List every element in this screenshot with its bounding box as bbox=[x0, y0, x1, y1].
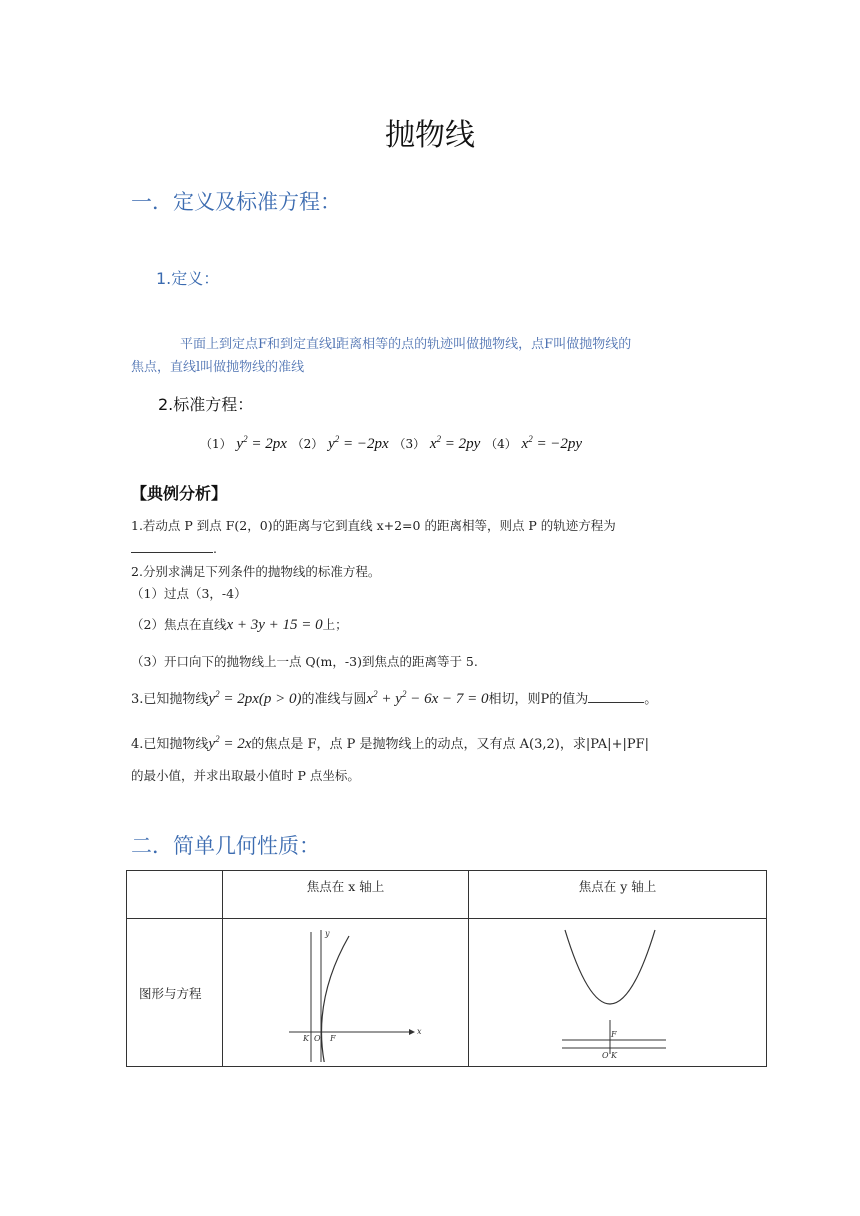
eq-label-1: （1） bbox=[200, 437, 232, 451]
table-header-row bbox=[127, 871, 767, 919]
section-heading-definition: 一．定义及标准方程： bbox=[131, 190, 341, 214]
question-4-pre: 4.已知抛物线 bbox=[131, 737, 209, 752]
answer-blank-q3 bbox=[588, 690, 644, 703]
point-k-label-2: K bbox=[611, 1051, 617, 1060]
equation-3: $x^2 = 2py$ bbox=[429, 434, 481, 452]
question-3-post: 相切，则P的值为 bbox=[488, 692, 589, 707]
parabola-equation-q3: $y^2 = 2px(p > 0)$ bbox=[208, 689, 302, 707]
parabola-curve bbox=[322, 936, 350, 1062]
figure-cell-x bbox=[223, 919, 469, 1067]
question-1-end: . bbox=[213, 541, 217, 556]
equation-4: $x^2 = -2py$ bbox=[521, 434, 583, 452]
question-3-pre: 3.已知抛物线 bbox=[131, 692, 209, 707]
parabola-x-axis-figure bbox=[224, 920, 467, 1062]
parabola-equation-q4: $y^2 = 2x$ bbox=[208, 734, 252, 752]
x-axis-arrow bbox=[409, 1029, 415, 1035]
table-corner-cell bbox=[127, 871, 223, 919]
question-2-part2-post: 上； bbox=[322, 617, 348, 632]
origin-label: O bbox=[314, 1034, 321, 1043]
standard-equations bbox=[200, 434, 582, 453]
examples-heading: 【典例分析】 bbox=[131, 484, 228, 503]
question-4-line2: 的最小值，并求出取最小值时 P 点坐标。 bbox=[131, 768, 360, 783]
definition-text-line1: 平面上到定点F和到定直线l距离相等的点的轨迹叫做抛物线，点F叫做抛物线的 bbox=[180, 337, 632, 352]
figure-cell-y bbox=[469, 919, 767, 1067]
question-1-line1: 1.若动点 P 到点 F(2，0)的距离与它到直线 x+2=0 的距离相等，则点 P 的轨迹方程为 bbox=[131, 518, 616, 533]
subsection-heading-standard-equation: 2.标准方程： bbox=[158, 395, 254, 414]
parabola-curve-up bbox=[565, 930, 655, 1004]
question-4-line1 bbox=[131, 728, 649, 756]
focus-label-2: F bbox=[611, 1030, 617, 1039]
header-focus-y: 焦点在 y 轴上 bbox=[469, 871, 767, 919]
question-2-part3: （3）开口向下的抛物线上一点 Q(m，-3)到焦点的距离等于 5. bbox=[131, 654, 478, 669]
section-heading-properties: 二．简单几何性质： bbox=[131, 834, 320, 858]
circle-equation: $x^2 + y^2 - 6x - 7 = 0$ bbox=[366, 689, 489, 707]
equation-1: $y^2 = 2px$ bbox=[236, 434, 287, 452]
eq-label-4: （4） bbox=[485, 437, 517, 451]
parabola-y-axis-figure bbox=[470, 920, 765, 1062]
question-2: 2.分别求满足下列条件的抛物线的标准方程。 bbox=[131, 564, 381, 579]
page-title: 抛物线 bbox=[385, 118, 475, 153]
eq-label-2: （2） bbox=[291, 437, 324, 451]
question-3-mid: 的准线与圆 bbox=[301, 692, 367, 707]
row-label-figure: 图形与方程 bbox=[127, 919, 223, 1067]
table-row bbox=[127, 919, 767, 1067]
question-2-part1: （1）过点（3，-4） bbox=[131, 586, 247, 601]
equation-2: $y^2 = -2px$ bbox=[328, 434, 389, 452]
question-2-part2 bbox=[131, 614, 348, 636]
question-4-post: 的焦点是 F，点 P 是抛物线上的动点，又有点 A(3,2)，求|PA|+|PF| bbox=[251, 737, 649, 752]
question-3-end: 。 bbox=[644, 692, 658, 707]
eq-label-3: （3） bbox=[393, 437, 426, 451]
x-axis-label: x bbox=[417, 1027, 422, 1036]
question-2-part2-pre: （2）焦点在直线 bbox=[131, 617, 227, 632]
origin-label-2: O bbox=[602, 1051, 609, 1060]
point-k-label: K bbox=[303, 1034, 309, 1043]
line-equation: x + 3y + 15 = 0 bbox=[226, 617, 323, 633]
question-3 bbox=[131, 683, 657, 711]
definition-text-line2: 焦点，直线l叫做抛物线的准线 bbox=[131, 360, 305, 375]
subsection-heading-definition: 1.定义： bbox=[156, 269, 220, 288]
y-axis-label: y bbox=[325, 929, 330, 938]
focus-label: F bbox=[330, 1034, 336, 1043]
answer-blank bbox=[131, 540, 213, 553]
header-focus-x: 焦点在 x 轴上 bbox=[223, 871, 469, 919]
question-1-line2 bbox=[131, 538, 217, 560]
properties-table bbox=[126, 870, 767, 1067]
